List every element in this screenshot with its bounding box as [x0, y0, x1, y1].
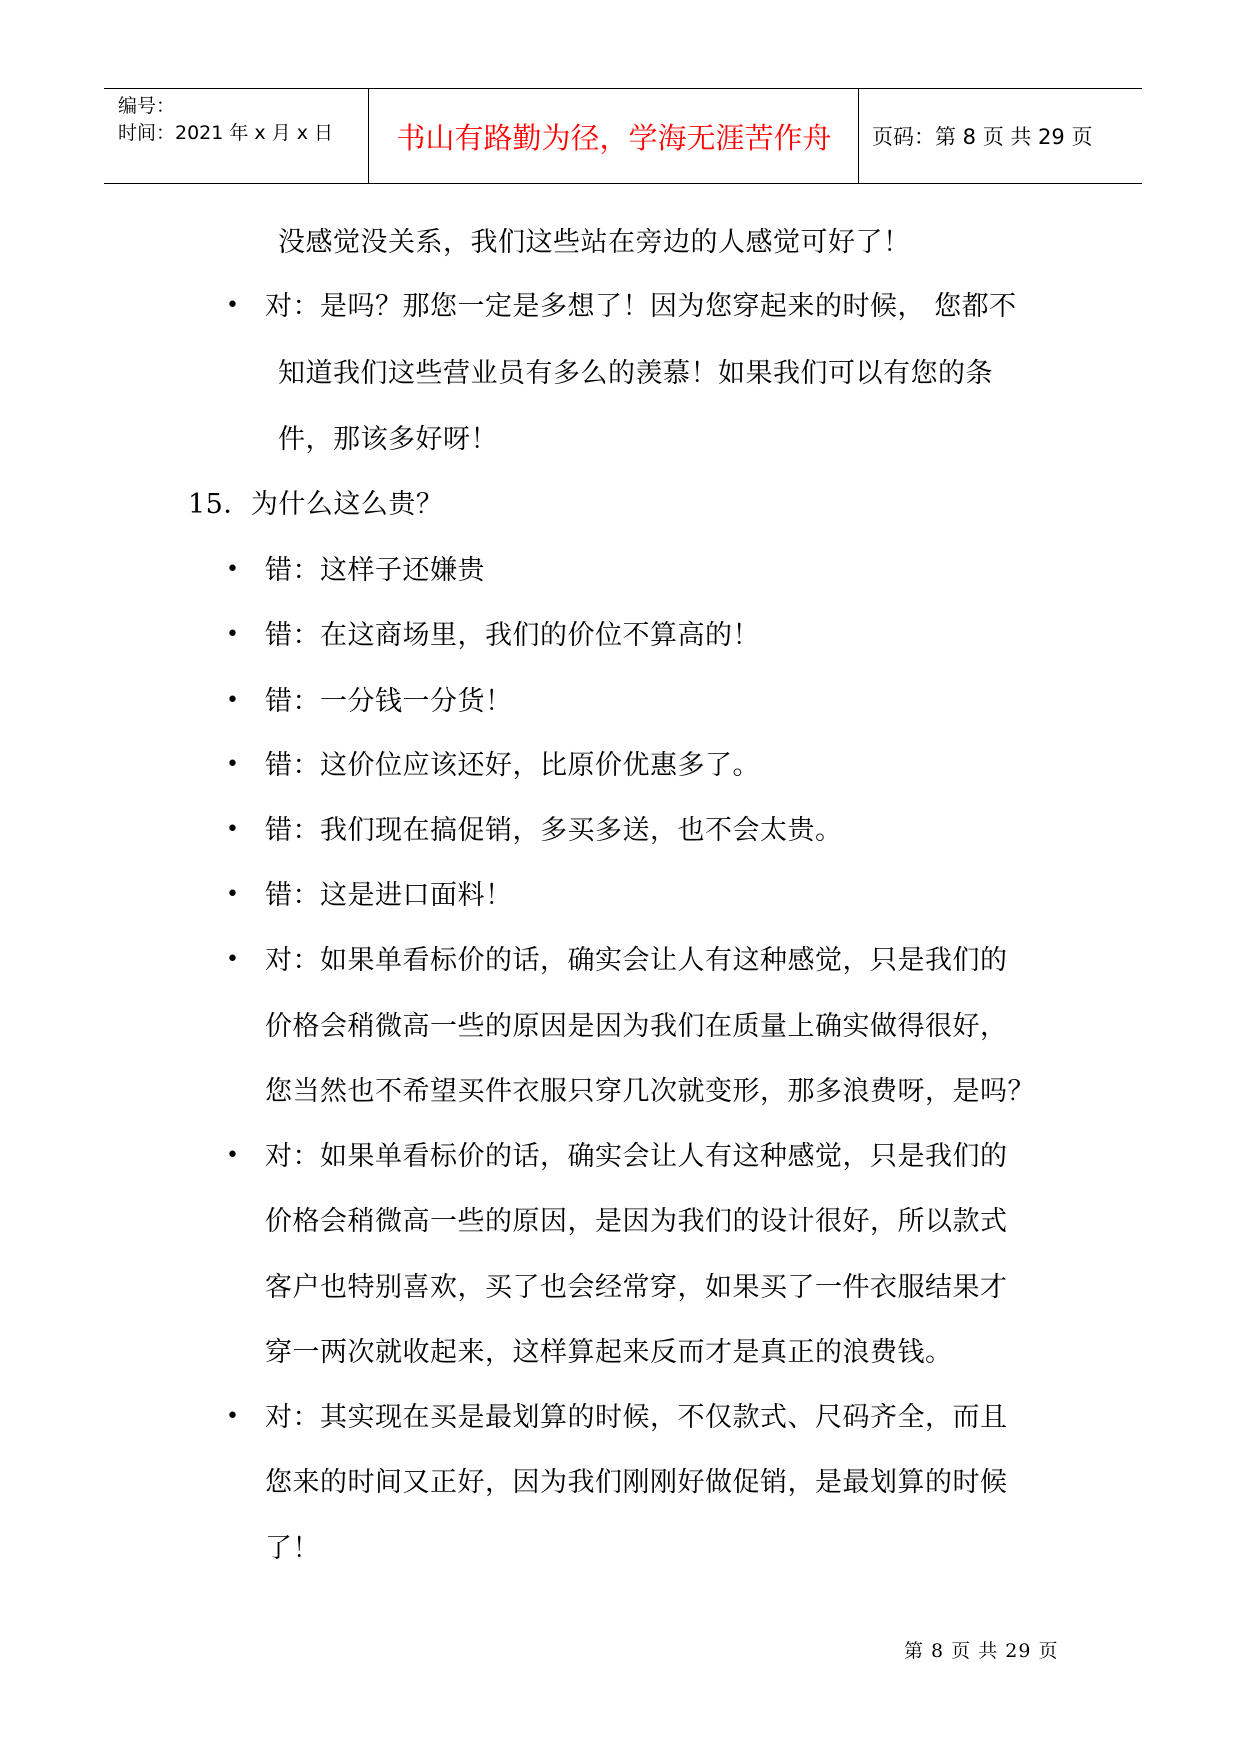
list-item: 对：如果单看标价的话，确实会让人有这种感觉，只是我们的 [265, 945, 1008, 976]
text-line: 没感觉没关系，我们这些站在旁边的人感觉可好了！ [278, 227, 911, 258]
header-meta [118, 93, 333, 147]
list-item: 对：如果单看标价的话，确实会让人有这种感觉，只是我们的 [265, 1141, 1008, 1172]
list-item: 错：这是进口面料！ [265, 880, 513, 911]
text-line: 件，那该多好呀！ [278, 424, 498, 455]
header-page-label: 页码：第 8 页 共 29 页 [872, 125, 1093, 149]
text-line: 您当然也不希望买件衣服只穿几次就变形，那多浪费呀，是吗？ [265, 1076, 1035, 1107]
text-line: 穿一两次就收起来，这样算起来反而才是真正的浪费钱。 [265, 1337, 953, 1368]
text-line: 您来的时间又正好，因为我们刚刚好做促销，是最划算的时候 [265, 1467, 1008, 1498]
bullet-marker: • [226, 622, 239, 647]
header-motto: 书山有路勤为径，学海无涯苦作舟 [396, 120, 832, 155]
header-divider [858, 89, 859, 183]
list-item: 错：在这商场里，我们的价位不算高的！ [265, 620, 760, 651]
section-heading: 15．为什么这么贵？ [188, 489, 444, 520]
list-item: 对：其实现在买是最划算的时候，不仅款式、尺码齐全，而且 [265, 1402, 1008, 1433]
list-item: 错：一分钱一分货！ [265, 686, 513, 717]
header-divider [368, 89, 369, 183]
text-line: 客户也特别喜欢，买了也会经常穿，如果买了一件衣服结果才 [265, 1272, 1008, 1303]
text-line: 价格会稍微高一些的原因，是因为我们的设计很好，所以款式 [265, 1206, 1008, 1237]
list-item: 错：这价位应该还好，比原价优惠多了。 [265, 750, 760, 781]
bullet-marker: • [226, 1404, 239, 1429]
text-line: 知道我们这些营业员有多么的羡慕！如果我们可以有您的条 [278, 358, 993, 389]
serial-label: 编号： [118, 95, 176, 117]
list-item: 错：这样子还嫌贵 [265, 555, 485, 586]
page-footer: 第 8 页 共 29 页 [904, 1640, 1059, 1662]
bullet-marker: • [226, 293, 239, 318]
text-line: 价格会稍微高一些的原因是因为我们在质量上确实做得很好， [265, 1011, 1008, 1042]
list-item: 错：我们现在搞促销，多买多送，也不会太贵。 [265, 815, 843, 846]
page-header [104, 88, 1142, 184]
bullet-marker: • [226, 882, 239, 907]
bullet-marker: • [226, 1143, 239, 1168]
time-label: 时间：2021 年 x 月 x 日 [118, 122, 334, 144]
list-item: 对：是吗？那您一定是多想了！因为您穿起来的时候， 您都不 [265, 291, 1017, 322]
bullet-marker: • [226, 688, 239, 713]
bullet-marker: • [226, 752, 239, 777]
text-line: 了！ [265, 1533, 320, 1564]
bullet-marker: • [226, 817, 239, 842]
bullet-marker: • [226, 557, 239, 582]
bullet-marker: • [226, 947, 239, 972]
